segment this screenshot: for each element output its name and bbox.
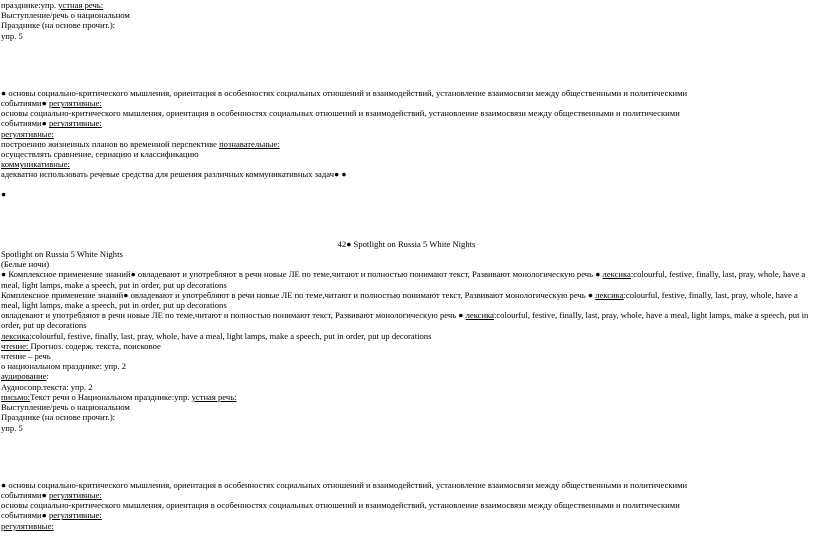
goals-line: событиями● регулятивные: [1, 98, 102, 109]
oral-speech-label: устная речь: [191, 391, 237, 402]
goals-line: основы социально-критического мышления, ориентация в особенностях социальных отношений и взаимодействий, установление взаимосвязи между общественными и политическими [1, 500, 680, 511]
communicative-label: коммуникативные: [1, 159, 70, 170]
lesson-line: Празднике (на основе прочит.): [1, 412, 116, 423]
lesson-line: чтение – речь [1, 351, 51, 362]
spacer [1, 41, 812, 88]
lesson-line: Аудиосопр.текста: упр. 2 [1, 381, 93, 392]
lesson-paragraph: ● Комплексное применение знаний● овладевают и употребляют в речи новые ЛЕ по теме,читают и полностью понимают текст, Развивают монологическую речь ● лексика:colourful, festive, finally, last, pray, whole, have a meal, light lamps, make a speech, put in order, put up decorations [1, 269, 806, 290]
lesson-title: Spotlight on Russia 5 White Nights [1, 249, 123, 260]
regulatory-label: регулятивные: [1, 520, 54, 531]
lesson-line: о национальном празднике: упр. 2 [1, 361, 126, 372]
intro-text: празднике:упр. [1, 0, 59, 10]
goals-line: событиями● регулятивные: [1, 118, 102, 129]
regulatory-label: регулятивные: [48, 98, 102, 109]
cognitive-label: познавательные: [219, 138, 280, 149]
intro-line-4: упр. 5 [1, 30, 23, 41]
vocabulary-label: лексика [595, 289, 624, 300]
lesson-line: чтение: Прогноз. содерж. текста, поисковое [1, 340, 161, 351]
goals-line [1, 129, 812, 139]
goals-line [1, 159, 812, 169]
regulatory-label: регулятивные: [48, 510, 102, 521]
regulatory-label: регулятивные: [48, 489, 102, 500]
goals-line: построению жизненных планов во временной перспективе познавательные: [1, 138, 280, 149]
regulatory-label: регулятивные: [1, 128, 54, 139]
bullet-line: ● [1, 188, 7, 199]
oral-speech-label: устная речь: [58, 0, 104, 10]
lesson-line: упр. 5 [1, 422, 23, 433]
reading-label: чтение: [1, 340, 31, 351]
lesson-subtitle: (Белые ночи) [1, 259, 50, 270]
goals-line: осуществлять сравнение, сериацию и классификацию [1, 149, 199, 160]
vocabulary-label: лексика [1, 330, 30, 341]
goals-line: событиями● регулятивные: [1, 510, 102, 521]
listening-label: аудирование [1, 371, 47, 382]
lesson-heading: 42● Spotlight on Russia 5 White Nights [337, 238, 476, 249]
lesson-line: письмо:Текст речи о Национальном празднике:упр. устная речь: [1, 391, 237, 402]
lesson-line: аудирование: [1, 371, 49, 382]
goals-line: адекватно использовать речевые средства для решения различных коммуникативных задач● ● [1, 169, 347, 180]
spacer [1, 180, 812, 189]
goals-line: основы социально-критического мышления, ориентация в особенностях социальных отношений и взаимодействий, установление взаимосвязи между общественными и политическими [1, 108, 680, 119]
intro-line-1 [1, 0, 812, 10]
lesson-paragraph: Комплексное применение знаний● овладевают и употребляют в речи новые ЛЕ по теме,читают и полностью понимают текст, Развивают монологическую речь ● лексика:colourful, festive, finally, last, pray, whole, have a meal, light lamps, make a speech, put in order, put up decorations [1, 289, 798, 311]
writing-label: письмо: [1, 391, 31, 402]
regulatory-label: регулятивные: [48, 118, 102, 129]
vocabulary-label: лексика [602, 269, 631, 280]
vocabulary-label: лексика [465, 310, 494, 321]
intro-line-3: Празднике (на основе прочит.): [1, 20, 116, 31]
goals-line: ● основы социально-критического мышления, ориентация в особенностях социальных отношений и взаимодействий, установление взаимосвязи между общественными и политическими [1, 479, 688, 490]
lesson-paragraph: лексика:colourful, festive, finally, last, pray, whole, have a meal, light lamps, make a speech, put in order, put up decorations [1, 330, 432, 341]
goals-line: ● основы социально-критического мышления, ориентация в особенностях социальных отношений и взаимодействий, установление взаимосвязи между общественными и политическими [1, 87, 688, 98]
goals-line [1, 521, 812, 531]
lesson-paragraph: овладевают и употребляют в речи новые ЛЕ по теме,читают и полностью понимают текст, Развивают монологическую речь ● лексика:colourful, festive, finally, last, pray, whole, have a meal, light lamps, make a speech, put in order, put up decorations [1, 310, 809, 331]
intro-line-2: Выступление/речь о национальном [1, 10, 130, 21]
spacer [1, 199, 812, 239]
spacer [1, 433, 812, 480]
lesson-line: Выступление/речь о национальном [1, 402, 130, 413]
goals-line: событиями● регулятивные: [1, 489, 102, 500]
